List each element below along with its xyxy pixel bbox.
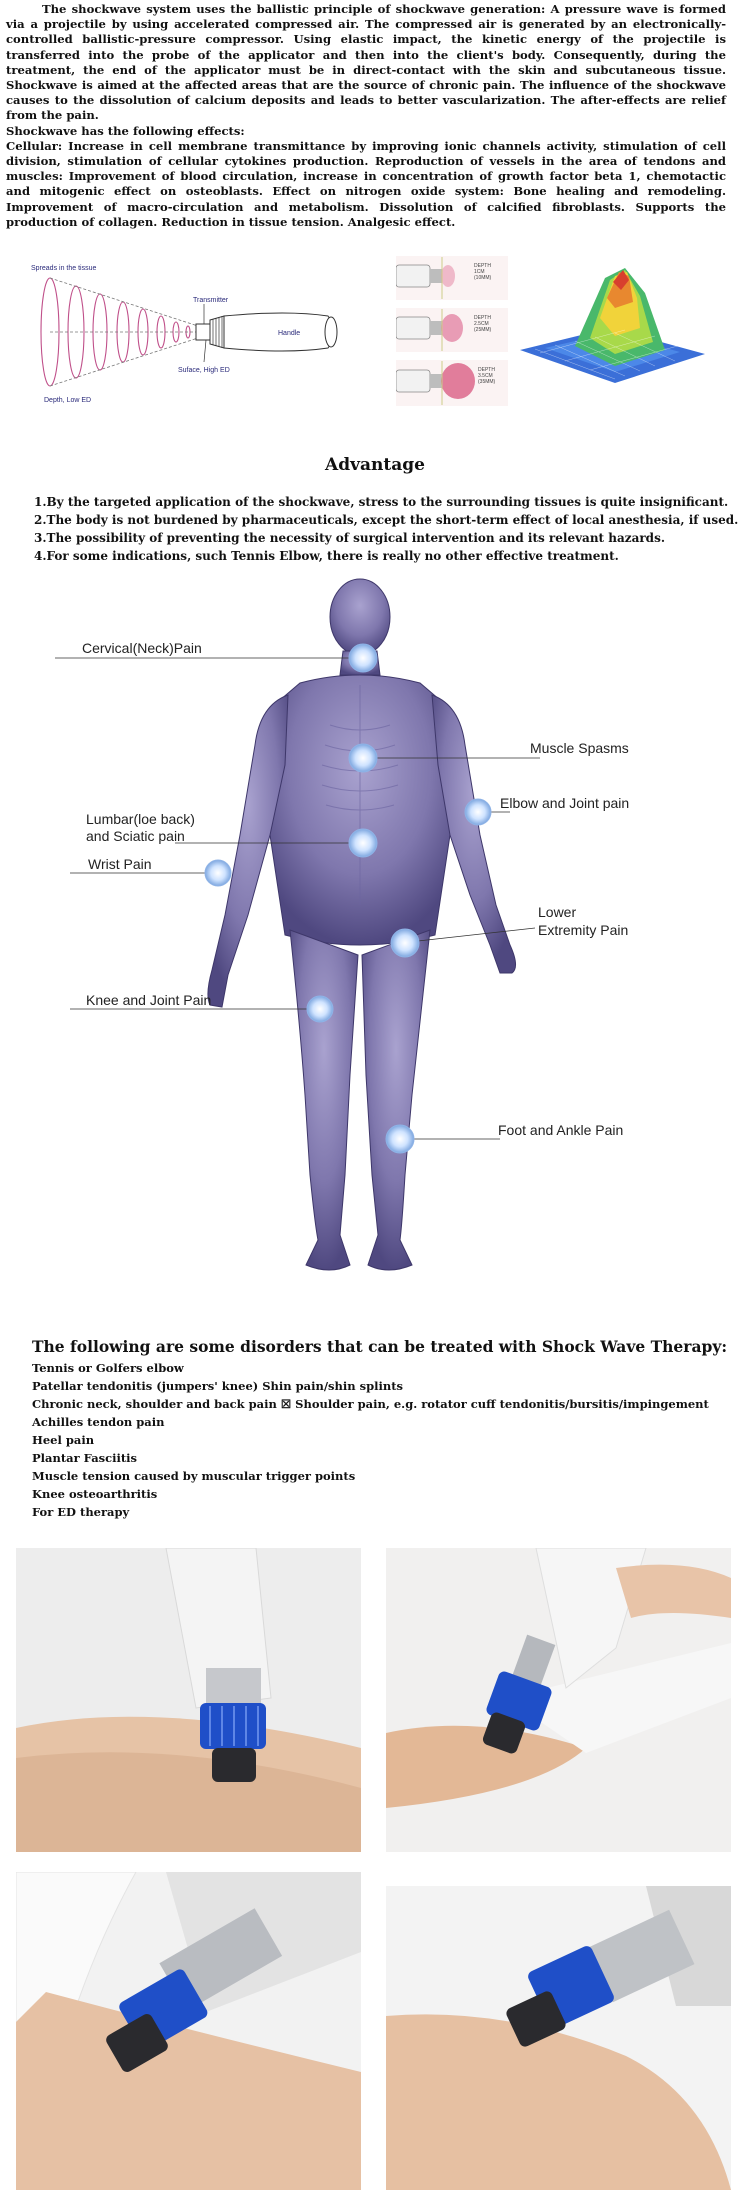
disorder-item: For ED therapy [32, 1505, 130, 1519]
svg-text:(10MM): (10MM) [474, 275, 492, 281]
svg-text:3.5CM: 3.5CM [478, 373, 493, 379]
depth-panels [396, 253, 508, 409]
human-body [208, 579, 516, 1270]
svg-text:DEPTH: DEPTH [474, 263, 491, 269]
treatment-photo-forearm [386, 1548, 731, 1852]
label-depth: Depth, Low ED [44, 397, 92, 404]
disorder-item: Achilles tendon pain [32, 1415, 165, 1429]
label-lumbar-1: Lumbar(loe back) [86, 811, 195, 827]
disorder-item: Muscle tension caused by muscular trigger points [32, 1469, 356, 1483]
label-lower-1: Lower [538, 904, 577, 920]
label-lumbar-2: and Sciatic pain [86, 828, 185, 844]
disorder-item: Patellar tendonitis (jumpers' knee) Shin pain/shin splints [32, 1379, 404, 1393]
label-elbow-pain: Elbow and Joint pain [500, 795, 630, 811]
label-transmitter: Transmitter [193, 297, 229, 304]
label-lower-2: Extremity Pain [538, 922, 629, 938]
label-neck-pain: Cervical(Neck)Pain [82, 640, 202, 656]
disorder-item: Knee osteoarthritis [32, 1487, 158, 1501]
svg-text:2.5CM: 2.5CM [474, 321, 489, 327]
disorder-item: Heel pain [32, 1433, 95, 1447]
advantage-title: Advantage [325, 455, 425, 475]
label-foot-pain: Foot and Ankle Pain [498, 1122, 624, 1138]
advantage-item: 3.The possibility of preventing the necessity of surgical intervention and its relevant hazards. [34, 531, 666, 545]
advantage-item: 2.The body is not burdened by pharmaceuticals, except the short-term effect of local anesthesia, if used. [34, 513, 739, 527]
treatment-photo-wrist [16, 1548, 361, 1852]
label-surface: Suface, High ED [178, 367, 230, 374]
label-wrist-pain: Wrist Pain [88, 856, 152, 872]
svg-text:(35MM): (35MM) [478, 379, 496, 385]
svg-text:(25MM): (25MM) [474, 327, 492, 333]
svg-text:DEPTH: DEPTH [478, 367, 495, 373]
disorder-item: Tennis or Golfers elbow [32, 1361, 184, 1375]
advantage-list [34, 493, 739, 565]
disorders-list [32, 1359, 709, 1521]
applicator-diagram [28, 262, 358, 412]
disorder-item: Chronic neck, shoulder and back pain ☒ Shoulder pain, e.g. rotator cuff tendonitis/bursitis/impingement [32, 1397, 709, 1411]
pain-points-figure [0, 575, 750, 1305]
label-handle: Handle [278, 330, 301, 337]
depth-panel-2 [396, 308, 508, 352]
label-muscle-spasms: Muscle Spasms [530, 740, 629, 756]
depth-panel-3 [396, 360, 508, 406]
advantage-item: 1.By the targeted application of the shockwave, stress to the surrounding tissues is quite insignificant. [34, 495, 729, 509]
disorders-title: The following are some disorders that can be treated with Shock Wave Therapy: [32, 1337, 728, 1356]
intro-paragraph: The shockwave system uses the ballistic principle of shockwave generation: A pressure wave is formed via a projectile by using accelerated compressed air. The compressed air is generated by an electronically-controlled ballistic-pressure compressor. Using elastic impact, the kinetic energy of the projectile is transferred into the probe of the applicator and then into the client's body. Consequently, during the treatment, the end of the applicator must be in direct-contact with the skin and subcutaneous tissue. Shockwave is aimed at the affected areas that are the source of chronic pain. The influence of the shockwave causes to the dissolution of calcium deposits and leads to better vascularization. The after-effects are relief from the pain. [6, 2, 726, 123]
effects-text: Cellular: Increase in cell membrane transmittance by improving ionic channels activity, stimulation of cell division, stimulation of cellular cytokines production. Reproduction of vessels in the area of tendons and muscles: Improvement of blood circulation, increase in concentration of growth factor beta 1, chemotactic and mitogenic effect on osteoblasts. Effect on nitrogen oxide system: Bone healing and remodeling. Improvement of macro-circulation and metabolism. Dissolution of calcified fibroblasts. Supports the production of collagen. Reduction in tissue tension. Analgesic effect. [6, 138, 726, 229]
treatment-photo-thigh [386, 1886, 731, 2190]
intro-section [6, 2, 726, 230]
advantage-item: 4.For some indications, such Tennis Elbow, there is really no other effective treatment. [34, 549, 619, 563]
depth-panel-1 [396, 256, 508, 300]
svg-text:DEPTH: DEPTH [474, 315, 491, 321]
disorder-item: Plantar Fasciitis [32, 1451, 138, 1465]
svg-text:1CM: 1CM [474, 269, 485, 275]
effects-heading: Shockwave has the following effects: [6, 123, 245, 138]
label-knee-pain: Knee and Joint Pain [86, 992, 212, 1008]
treatment-photo-shoulder [16, 1872, 361, 2190]
pressure-surface-graphic [515, 258, 710, 398]
label-spreads: Spreads in the tissue [31, 265, 97, 272]
